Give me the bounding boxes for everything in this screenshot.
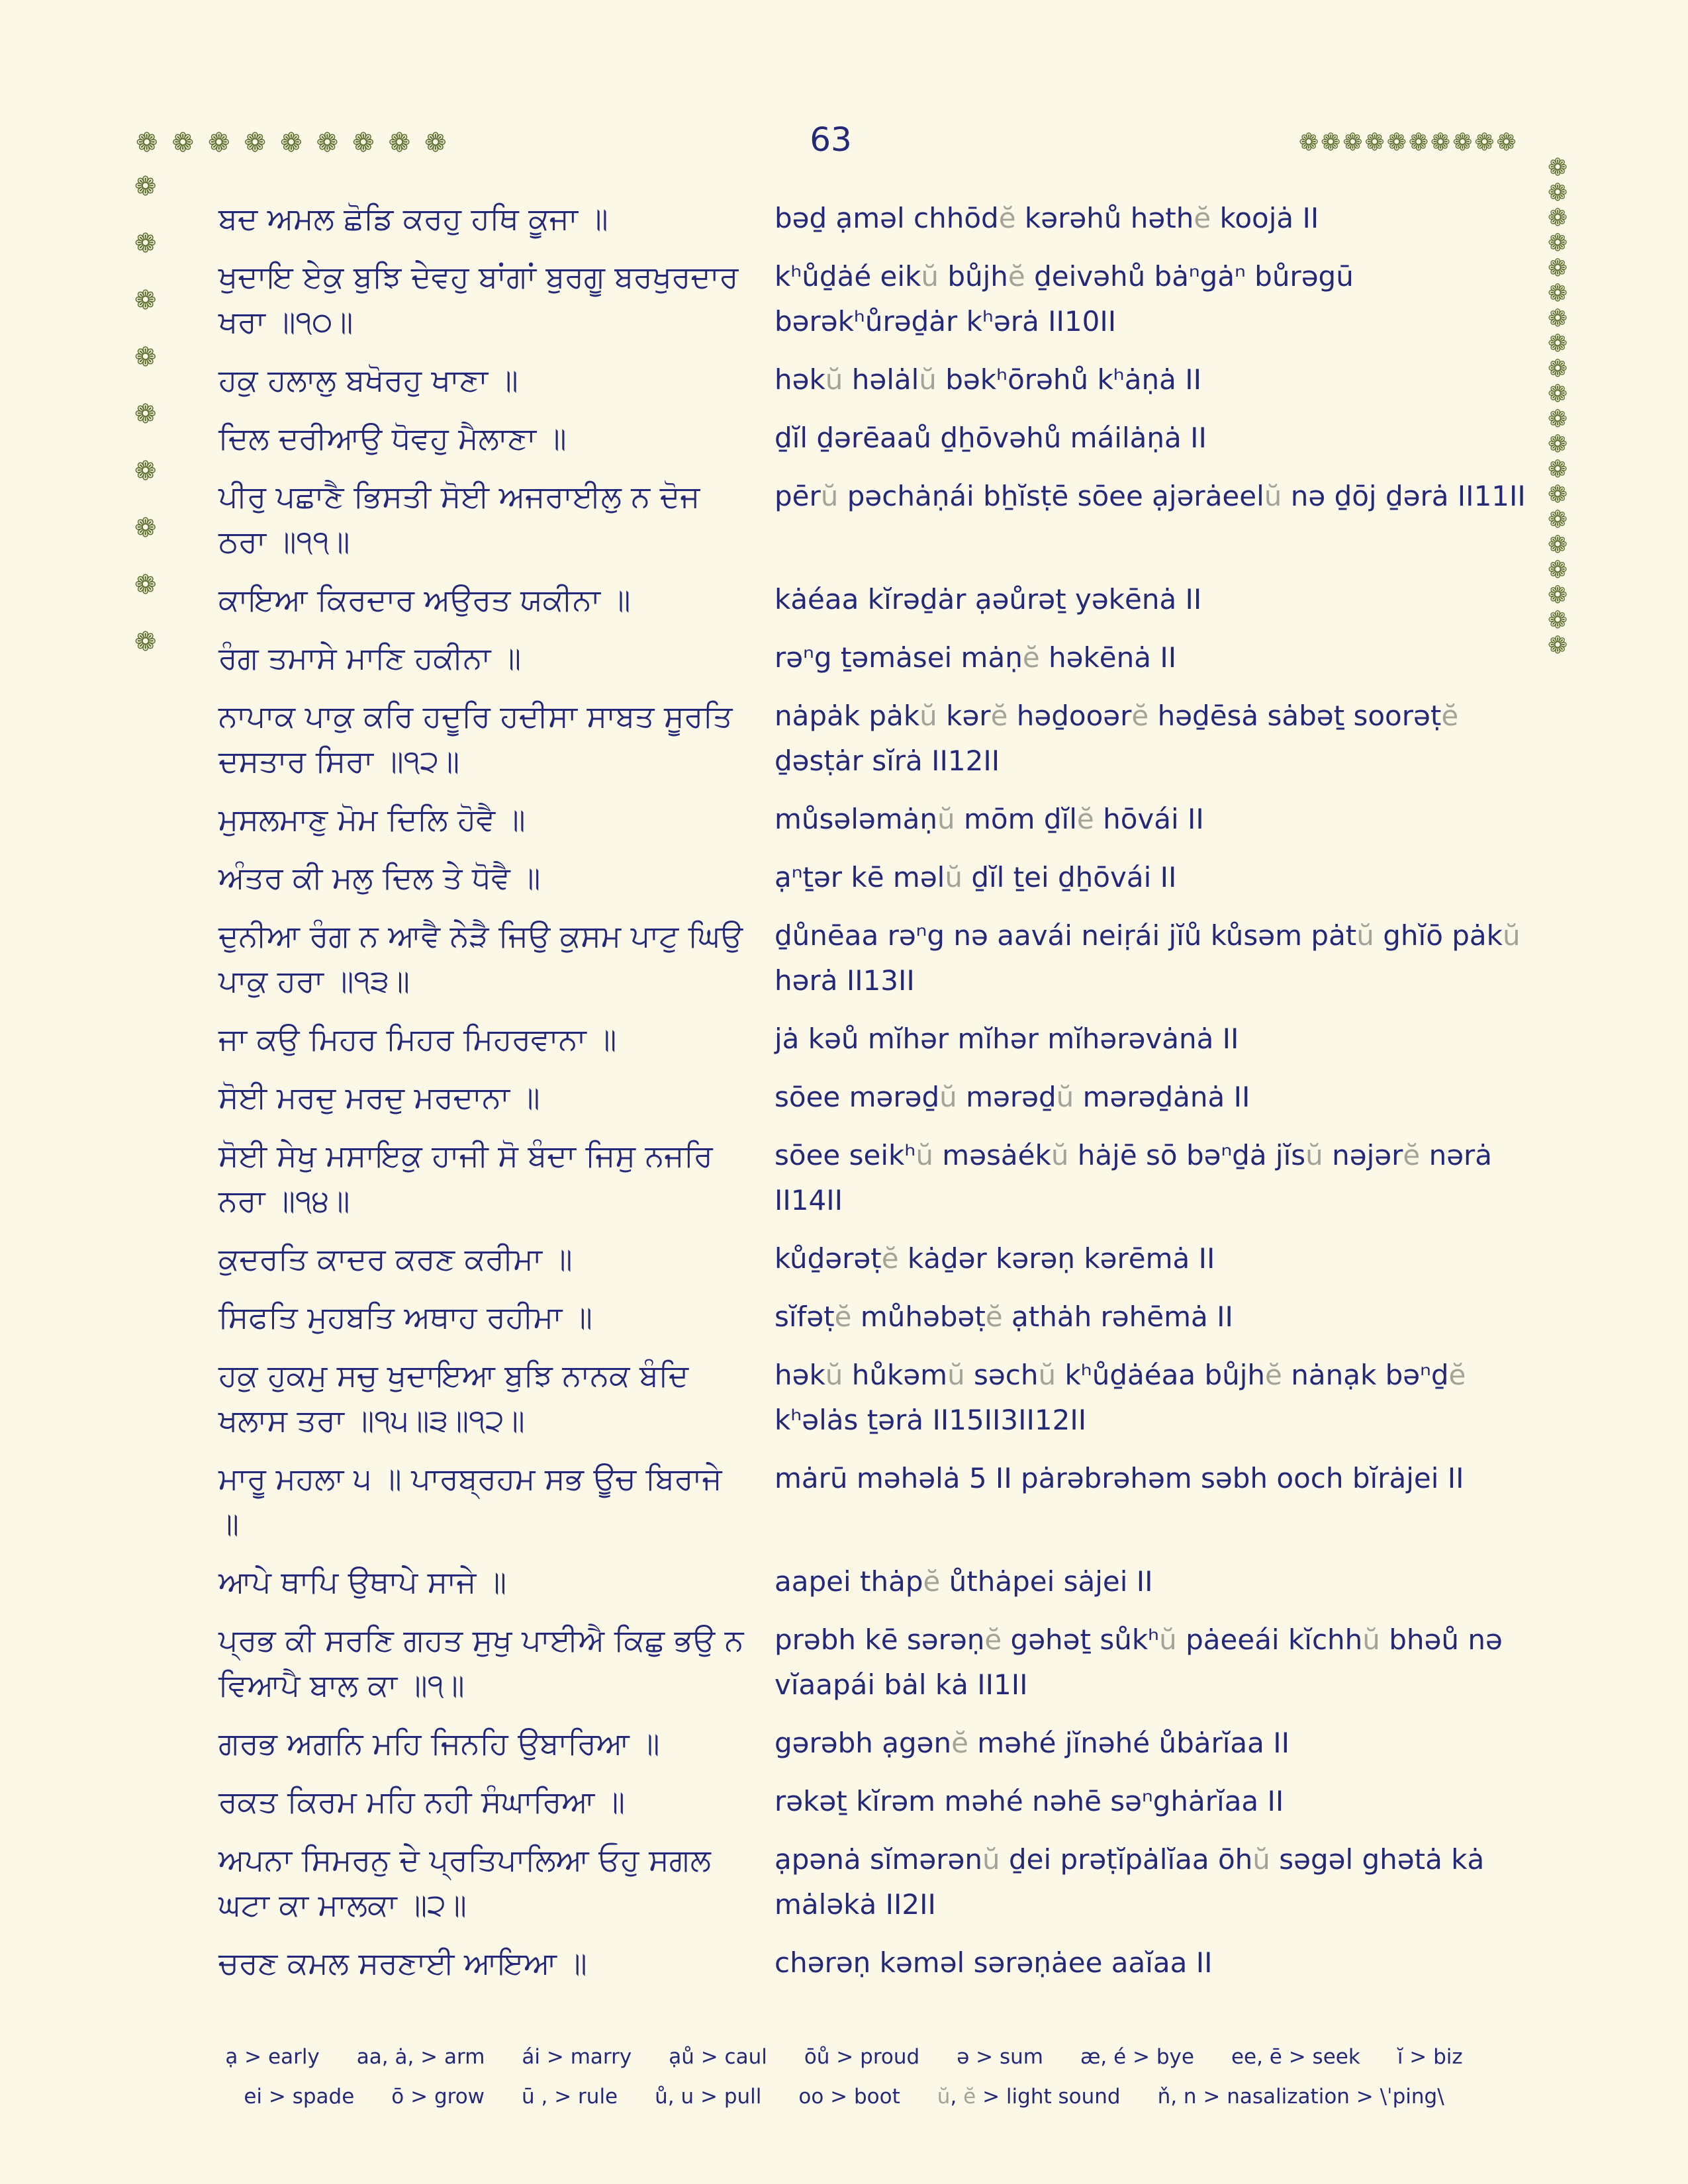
gurmukhi-line: ਮੁਸਲਮਾਣੁ ਮੋਮ ਦਿਲਿ ਹੋਵੈ ॥ [218,801,526,837]
gurmukhi-line: ਖੁਦਾਇ ਏਕੁ ਬੁਝਿ ਦੇਵਹੁ ਬਾਂਗਾਂ ਬੁਰਗੂ ਬਰਖੁਰਦਾਰ ਖਰਾ ॥੧੦॥ [218,259,739,340]
flower-icon: ❁ [1548,582,1568,609]
roman-transliteration-line: prəbh kē sərəṇĕ gəhəṯ sůkʰŭ pȧeeái kĭchhŭ bhəů nə vĭaapái bȧl kȧ II1II [774,1623,1503,1701]
flower-icon: ❁ [1548,632,1568,659]
gurmukhi-line: ਚਰਣ ਕਮਲ ਸਰਣਾਈ ਆਇਆ ॥ [218,1945,587,1981]
flower-icon: ❁ [424,128,447,158]
flower-icon: ❁ [1548,205,1568,232]
legend-item: ū , > rule [522,2085,618,2109]
legend-item: ạ > early [225,2045,320,2069]
roman-transliteration-line: pērŭ pəchȧṇái bẖĭsṭē sōee ạjərȧeelŭ nə ḏōj ḏərȧ II11II [774,480,1526,512]
flower-icon: ❁ [1548,557,1568,584]
page-number: 63 [810,120,852,159]
legend-item: ái > marry [522,2045,632,2069]
roman-transliteration-line: həkŭ hůkəmŭ səchŭ kʰůḏȧéaa bůjhĕ nȧnạk bəⁿḏĕ kʰəlȧs ṯərȧ II15II3II12II [774,1359,1466,1436]
roman-transliteration-line: sōee mərəḏŭ mərəḏŭ mərəḏȧnȧ II [774,1081,1250,1113]
gurmukhi-line: ਸਿਫਤਿ ਮੁਹਬਤਿ ਅਥਾਹ ਰਹੀਮਾ ॥ [218,1299,592,1335]
flower-icon: ❁ [1548,280,1568,307]
flower-ornament-column-left [134,173,157,655]
light-sound-letter: ĕ [1403,1139,1421,1171]
gurmukhi-line: ਹਕੁ ਹੁਕਮੁ ਸਚੁ ਖੁਦਾਇਆ ਬੁਝਿ ਨਾਨਕ ਬੰਦਿ ਖਲਾਸ ਤਰਾ ॥੧੫॥੩॥੧੨॥ [218,1357,689,1438]
gurmukhi-line: ਸੋਈ ਮਰਦੁ ਮਰਦੁ ਮਰਦਾਨਾ ॥ [218,1079,540,1115]
flower-icon: ❁ [1548,330,1568,357]
light-sound-letter: ĕ [881,1242,899,1275]
light-sound-letter: ĕ [1441,700,1459,732]
legend-item: ō > grow [391,2085,485,2109]
pronunciation-legend-row-2 [0,2077,1688,2116]
light-sound-letter: ŭ [945,861,962,893]
flower-icon: ❁ [280,128,303,158]
roman-transliteration-line: bəḏ ạməl chhōdĕ kərəhů həthĕ koojȧ II [774,202,1319,234]
legend-item: ōů > proud [804,2045,920,2069]
light-sound-letter: ĕ [1076,803,1094,835]
flower-icon: ❁ [134,399,157,430]
light-sound-letter: ŭ [921,260,939,293]
flower-icon: ❁ [1548,481,1568,508]
roman-transliteration-line: ạpənȧ sĭmərənŭ ḏei prəṭĭpȧlĭaa ōhŭ səgəl ghətȧ kȧ mȧləkȧ II2II [774,1843,1485,1921]
light-sound-letter: ŭ [1056,1081,1074,1113]
gurmukhi-line: ਅੰਤਰ ਕੀ ਮਲੁ ਦਿਲ ਤੇ ਧੋਵੈ ॥ [218,860,541,895]
roman-transliteration-line: kȧéaa kĭrəḏȧr ạəůrəṯ yəkēnȧ II [774,583,1202,615]
light-sound-letter: ŭ [1305,1139,1323,1171]
flower-icon: ❁ [1364,129,1385,156]
flower-icon: ❁ [1548,381,1568,408]
roman-transliteration-line: həkŭ həlȧlŭ bəkʰōrəhů kʰȧṇȧ II [774,363,1201,396]
flower-icon: ❁ [134,570,157,600]
flower-icon: ❁ [134,513,157,543]
legend-item: æ, é > bye [1080,2045,1194,2069]
flower-icon: ❁ [1430,129,1451,156]
flower-icon: ❁ [136,128,158,158]
roman-transliteration-line: můsələmȧṇŭ mōm ḏĭlĕ hōvái II [774,803,1204,835]
flower-icon: ❁ [1548,406,1568,433]
light-sound-letter: ŭ [919,363,937,396]
legend-item: ạů > caul [669,2045,767,2069]
gurmukhi-line: ਜਾ ਕਉ ਮਿਹਰ ਮਿਹਰ ਮਿਹਰਵਾਨਾ ॥ [218,1021,617,1057]
flower-icon: ❁ [134,285,157,316]
light-sound-letter: ĕ [951,1727,968,1759]
flower-icon: ❁ [1548,179,1568,206]
light-sound-letter: ŭ [1051,1139,1069,1171]
light-sound-letter: ĕ [985,1300,1003,1333]
pronunciation-legend [0,2037,1688,2116]
flower-icon: ❁ [1496,129,1517,156]
gurmukhi-line: ਕਾਇਆ ਕਿਰਦਾਰ ਅਉਰਤ ਯਕੀਨਾ ॥ [218,582,631,617]
roman-transliteration-line: gərəbh ạgənĕ məhé jĭnəhé ůbȧrĭaa II [774,1727,1290,1759]
light-sound-letter: ŭ [820,480,839,512]
flower-icon: ❁ [1548,305,1568,332]
roman-transliteration-line: ḏĭl ḏərēaaů ḏẖōvəhů máilȧṇȧ II [774,422,1207,454]
roman-transliteration-line: rəⁿg ṯəmȧsei mȧṇĕ həkēnȧ II [774,641,1177,674]
legend-item: ə > sum [957,2045,1043,2069]
gurmukhi-line: ਮਾਰੂ ਮਹਲਾ ੫ ॥ ਪਾਰਬ੍ਰਹਮ ਸਭ ਊਚ ਬਿਰਾਜੇ ॥ [218,1461,722,1541]
verse-table [218,196,1536,1985]
flower-icon: ❁ [352,128,375,158]
flower-icon: ❁ [1452,129,1473,156]
flower-icon: ❁ [134,171,157,202]
roman-transliteration-line: kůḏərəṭĕ kȧḏər kərəṇ kərēmȧ II [774,1242,1215,1275]
roman-transliteration-line: sōee seikʰŭ məsȧékŭ hȧjē sō bəⁿḏȧ jĭsŭ nəjərĕ nərȧ II14II [774,1139,1493,1216]
gurmukhi-line: ਪੀਰੁ ਪਛਾਣੈ ਭਿਸਤੀ ਸੋਈ ਅਜਰਾਈਲੁ ਨ ਦੋਜ ਠਰਾ ॥੧੧॥ [218,478,700,559]
legend-item: ei > spade [244,2085,355,2109]
light-sound-letter: ĕ [834,1300,852,1333]
light-sound-letter: ŭ [1356,919,1374,952]
roman-transliteration-line: rəkəṯ kĭrəm məhé nəhē səⁿghȧrĭaa II [774,1785,1284,1817]
light-sound-letter: ŭ [1502,919,1521,952]
light-sound-letter: ŭ [937,2085,951,2109]
flower-icon: ❁ [1342,129,1363,156]
gurmukhi-line: ਅਪਨਾ ਸਿਮਰਨੁ ਦੇ ਪ੍ਰਤਿਪਾਲਿਆ ਓਹੁ ਸਗਲ ਘਟਾ ਕਾ ਮਾਲਕਾ ॥੨॥ [218,1842,711,1923]
light-sound-letter: ŭ [915,1139,933,1171]
gurmukhi-line: ਗਰਭ ਅਗਨਿ ਮਹਿ ਜਿਨਹਿ ਉਬਾਰਿਆ ॥ [218,1725,660,1761]
flower-icon: ❁ [134,342,157,373]
roman-transliteration-line: ḏůnēaa rəⁿg nə aavái neiṛái jĭů kůsəm pȧtŭ ghĭō pȧkŭ hərȧ II13II [774,919,1521,997]
gurmukhi-line: ਕੁਦਰਤਿ ਕਾਦਰ ਕਰਣ ਕਰੀਮਾ ॥ [218,1241,573,1277]
flower-icon: ❁ [1386,129,1407,156]
flower-icon: ❁ [1548,531,1568,559]
legend-item: ů, u > pull [655,2085,762,2109]
flower-ornament-column-right [1548,156,1568,658]
flower-icon: ❁ [134,456,157,486]
roman-transliteration-line: jȧ kəů mĭhər mĭhər mĭhərəvȧnȧ II [774,1023,1239,1055]
light-sound-letter: ĕ [998,202,1016,234]
light-sound-letter: ĕ [1022,641,1040,674]
light-sound-letter: ĕ [1448,1359,1466,1391]
gurmukhi-line: ਬਦ ਅਮਲ ਛੋਡਿ ਕਰਹੁ ਹਥਿ ਕੂਜਾ ॥ [218,201,608,236]
pronunciation-legend-row-1 [0,2037,1688,2077]
legend-item: aa, ȧ, > arm [356,2045,485,2069]
gurmukhi-line: ਨਾਪਾਕ ਪਾਕੁ ਕਰਿ ਹਦੂਰਿ ਹਦੀਸਾ ਸਾਬਤ ਸੂਰਤਿ ਦਸਤਾਰ ਸਿਰਾ ॥੧੨॥ [218,698,733,779]
gurmukhi-line: ਆਪੇ ਥਾਪਿ ਉਥਾਪੇ ਸਾਜੇ ॥ [218,1564,507,1600]
legend-item: ĭ > biz [1397,2045,1463,2069]
flower-icon: ❁ [1548,456,1568,483]
flower-ornament-row-top-left [136,130,447,156]
roman-transliteration-line: nȧpȧk pȧkŭ kərĕ həḏooərĕ həḏēsȧ sȧbəṯ soorəṭĕ ḏəsṭȧr sĭrȧ II12II [774,700,1459,777]
gurmukhi-line: ਦਿਲ ਦਰੀਆਉ ਧੋਵਹੁ ਮੈਲਾਣਾ ॥ [218,420,567,456]
flower-icon: ❁ [1548,230,1568,257]
roman-transliteration-line: kʰůḏȧé eikŭ bůjhĕ ḏeivəhů bȧⁿgȧⁿ bůrəgū bərəkʰůrəḏȧr kʰərȧ II10II [774,260,1354,338]
flower-icon: ❁ [388,128,411,158]
flower-icon: ❁ [134,627,157,657]
light-sound-letter: ŭ [1038,1359,1056,1391]
gurmukhi-line: ਹਕੁ ਹਲਾਲੁ ਬਖੋਰਹੁ ਖਾਣਾ ॥ [218,362,518,398]
flower-icon: ❁ [244,128,267,158]
flower-icon: ❁ [1548,355,1568,383]
light-sound-letter: ĕ [1131,700,1149,732]
flower-icon: ❁ [1548,607,1568,634]
legend-item: ee, ē > seek [1231,2045,1360,2069]
flower-icon: ❁ [134,228,157,259]
flower-icon: ❁ [1474,129,1495,156]
legend-item: ŭ, ĕ > light sound [937,2085,1121,2109]
light-sound-letter: ĕ [1194,202,1211,234]
roman-transliteration-line: mȧrū məhəlȧ 5 II pȧrəbrəhəm səbh ooch bĭrȧjei II [774,1462,1464,1494]
light-sound-letter: ĕ [923,1565,941,1598]
flower-icon: ❁ [1548,506,1568,533]
light-sound-letter: ŭ [1264,480,1282,512]
gurmukhi-line: ਪ੍ਰਭ ਕੀ ਸਰਣਿ ਗਹਤ ਸੁਖੁ ਪਾਈਐ ਕਿਛੁ ਭਉ ਨ ਵਿਆਪੈ ਬਾਲ ਕਾ ॥੧॥ [218,1622,744,1703]
light-sound-letter: ĕ [1265,1359,1282,1391]
light-sound-letter: ĕ [1008,260,1025,293]
roman-transliteration-line: sĭfəṭĕ můhəbəṭĕ ạthȧh rəhēmȧ II [774,1300,1233,1333]
light-sound-letter: ŭ [1362,1623,1380,1656]
flower-icon: ❁ [208,128,230,158]
flower-icon: ❁ [1408,129,1429,156]
light-sound-letter: ŭ [919,700,937,732]
light-sound-letter: ŭ [1252,1843,1270,1876]
flower-icon: ❁ [1548,431,1568,458]
flower-icon: ❁ [1548,255,1568,282]
legend-item: oo > boot [798,2085,900,2109]
light-sound-letter: ĕ [990,700,1008,732]
roman-transliteration-line: aapei thȧpĕ ůthȧpei sȧjei II [774,1565,1153,1598]
light-sound-letter: ŭ [982,1843,1000,1876]
light-sound-letter: ŭ [947,1359,965,1391]
flower-icon: ❁ [1299,129,1319,156]
light-sound-letter: ŭ [825,363,843,396]
flower-ornament-row-top-right [1299,131,1517,155]
gurmukhi-line: ਰਕਤ ਕਿਰਮ ਮਹਿ ਨਹੀ ਸੰਘਾਰਿਆ ॥ [218,1784,625,1819]
gurmukhi-line: ਦੁਨੀਆ ਰੰਗ ਨ ਆਵੈ ਨੇੜੈ ਜਿਉ ਕੁਸਮ ਪਾਟੁ ਘਿਉ ਪਾਕੁ ਹਰਾ ॥੧੩॥ [218,918,743,999]
gurmukhi-line: ਸੋਈ ਸੇਖੁ ਮਸਾਇਕੁ ਹਾਜੀ ਸੋ ਬੰਦਾ ਜਿਸੁ ਨਜਰਿ ਨਰਾ ॥੧੪॥ [218,1138,713,1218]
gurmukhi-line: ਰੰਗ ਤਮਾਸੇ ਮਾਣਿ ਹਕੀਨਾ ॥ [218,640,522,676]
light-sound-letter: ĕ [963,2085,976,2109]
light-sound-letter: ĕ [984,1623,1002,1656]
light-sound-letter: ŭ [939,1081,957,1113]
flower-icon: ❁ [1548,154,1568,181]
flower-icon: ❁ [1321,129,1341,156]
flower-icon: ❁ [316,128,339,158]
light-sound-letter: ŭ [825,1359,843,1391]
roman-transliteration-line: ạⁿṯər kē məlŭ ḏĭl ṯei ḏẖōvái II [774,861,1177,893]
light-sound-letter: ŭ [1159,1623,1177,1656]
flower-icon: ❁ [171,128,195,158]
roman-transliteration-line: chərəṇ kəməl sərəṇȧee aaĭaa II [774,1946,1213,1979]
legend-item: ň, n > nasalization > \ˈping\ [1157,2085,1444,2109]
light-sound-letter: ŭ [937,803,955,835]
